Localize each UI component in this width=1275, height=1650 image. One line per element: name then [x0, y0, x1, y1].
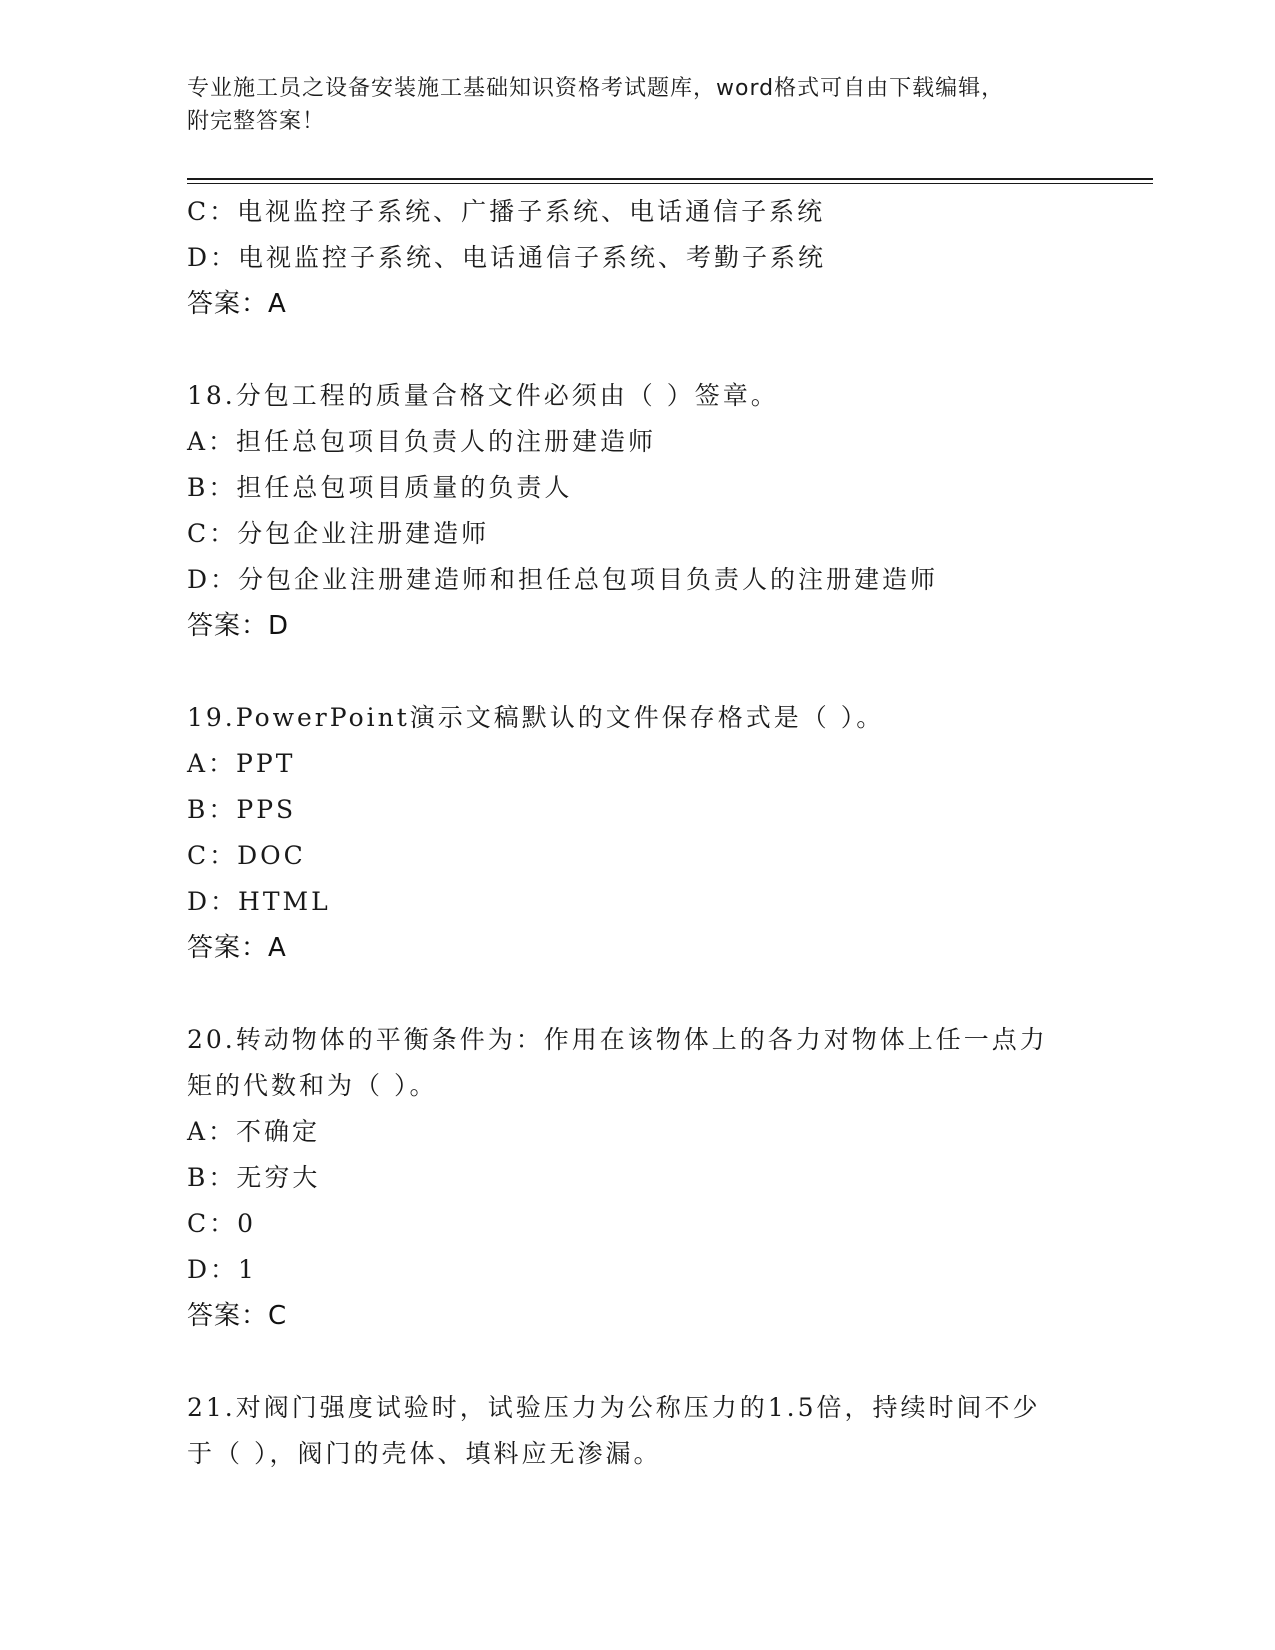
document-page	[187, 0, 1157, 1650]
option-a: A：担任总包项目负责人的注册建造师	[187, 427, 657, 456]
question-stem: 18.分包工程的质量合格文件必须由（ ）签章。	[187, 381, 779, 410]
option-b: B：PPS	[187, 795, 297, 824]
option-a: A：PPT	[187, 749, 296, 778]
answer-label: 答案：A	[187, 933, 287, 963]
question-21	[187, 1385, 1087, 1477]
answer-label: 答案：A	[187, 289, 287, 319]
option-d: D：1	[187, 1255, 257, 1284]
option-c: C：DOC	[187, 841, 306, 870]
option-b: B：无穷大	[187, 1163, 321, 1192]
option-d: D：HTML	[187, 887, 331, 916]
header-line-2: 附完整答案！	[187, 109, 326, 134]
question-list	[187, 189, 1087, 1477]
question-stem-line-2: 于（ ），阀门的壳体、填料应无渗漏。	[187, 1439, 662, 1468]
question-18	[187, 373, 1087, 649]
header-line-1: 专业施工员之设备安装施工基础知识资格考试题库，word格式可自由下载编辑，	[187, 76, 1005, 101]
question-spacer	[187, 1339, 1087, 1385]
question-17-tail	[187, 189, 1087, 327]
option-c: C：0	[187, 1209, 257, 1238]
question-stem-line-1: 21.对阀门强度试验时，试验压力为公称压力的1.5倍，持续时间不少	[187, 1393, 1041, 1422]
question-stem: 19.PowerPoint演示文稿默认的文件保存格式是（ ）。	[187, 703, 885, 732]
question-spacer	[187, 649, 1087, 695]
option-b: B：担任总包项目质量的负责人	[187, 473, 573, 502]
header-divider-thick	[187, 178, 1153, 180]
answer-label: 答案：C	[187, 1301, 288, 1331]
question-20	[187, 1017, 1087, 1339]
header-divider-thin	[187, 183, 1153, 184]
option-d: D：电视监控子系统、电话通信子系统、考勤子系统	[187, 243, 827, 272]
page-header	[187, 72, 1067, 138]
question-19	[187, 695, 1087, 971]
question-stem-line-1: 20.转动物体的平衡条件为：作用在该物体上的各力对物体上任一点力	[187, 1025, 1048, 1054]
option-c: C：分包企业注册建造师	[187, 519, 490, 548]
question-stem-line-2: 矩的代数和为（ ）。	[187, 1071, 438, 1100]
option-c: C：电视监控子系统、广播子系统、电话通信子系统	[187, 197, 826, 226]
option-a: A：不确定	[187, 1117, 321, 1146]
question-spacer	[187, 327, 1087, 373]
question-spacer	[187, 971, 1087, 1017]
answer-label: 答案：D	[187, 611, 290, 641]
option-d: D：分包企业注册建造师和担任总包项目负责人的注册建造师	[187, 565, 939, 594]
